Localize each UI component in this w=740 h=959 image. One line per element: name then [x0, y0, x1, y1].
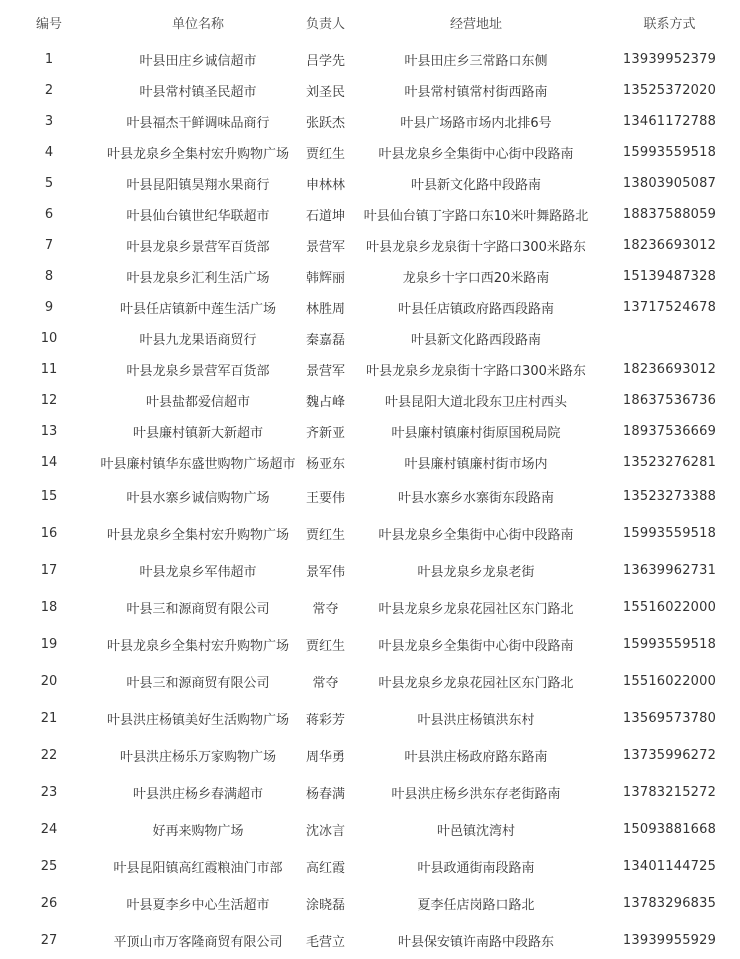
cell-name: 叶县廉村镇新大新超市: [132, 426, 263, 441]
cell-no: 25: [40, 859, 58, 874]
cell-address: 叶县龙泉乡全集街中心街中段路南: [378, 528, 574, 543]
cell-phone: 13523276281: [622, 455, 717, 470]
cell-manager: 吕学先: [305, 54, 345, 69]
table-row: [0, 515, 740, 552]
cell-no: 8: [44, 269, 54, 284]
cell-address: 叶县常村镇常村街西路南: [404, 85, 548, 100]
cell-manager: 贾红生: [305, 147, 345, 162]
cell-address: 叶县广场路市场内北排6号: [400, 116, 552, 131]
cell-no: 21: [40, 711, 58, 726]
cell-manager: 沈冰言: [305, 824, 345, 839]
cell-no: 3: [44, 114, 54, 129]
cell-name: 叶县龙泉乡全集村宏升购物广场: [106, 528, 289, 543]
cell-no: 22: [40, 748, 58, 763]
cell-name: 叶县昆阳镇高红霞粮油门市部: [113, 861, 283, 876]
cell-manager: 齐新亚: [305, 426, 345, 441]
cell-manager: 韩辉丽: [305, 271, 345, 286]
cell-address: 叶县新文化路中段路南: [410, 178, 541, 193]
table-row: [0, 663, 740, 700]
cell-address: 叶邑镇沈湾村: [436, 824, 515, 839]
cell-address: 叶县龙泉乡全集街中心街中段路南: [378, 147, 574, 162]
table-row: [0, 230, 740, 261]
cell-manager: 高红霞: [305, 861, 345, 876]
table-row: [0, 737, 740, 774]
cell-phone: 15093881668: [622, 822, 717, 837]
cell-name: 叶县龙泉乡景营军百货部: [126, 364, 270, 379]
cell-phone: 18637536736: [622, 393, 717, 408]
table-row: [0, 700, 740, 737]
cell-address: 叶县仙台镇丁字路口东10米叶舞路路北: [363, 209, 589, 224]
cell-phone: [599, 323, 740, 354]
cell-phone: 13639962731: [622, 563, 717, 578]
header-address: 经营地址: [449, 16, 502, 32]
cell-no: 17: [40, 563, 58, 578]
cell-address: 叶县田庄乡三常路口东侧: [404, 54, 548, 69]
cell-address: 叶县新文化路西段路南: [410, 333, 541, 348]
cell-name: 叶县昆阳镇昊翔水果商行: [126, 178, 270, 193]
cell-name: 叶县福杰干鲜调味品商行: [126, 116, 270, 131]
table-row: [0, 774, 740, 811]
cell-address: 叶县洪庄杨乡洪东存老街路南: [391, 787, 561, 802]
cell-phone: 18236693012: [622, 238, 717, 253]
cell-name: 叶县九龙果语商贸行: [139, 333, 257, 348]
table-row: [0, 137, 740, 168]
cell-address: 叶县洪庄杨镇洪东村: [417, 713, 535, 728]
table-row: [0, 354, 740, 385]
header-manager: 负责人: [305, 16, 345, 32]
cell-phone: 15993559518: [622, 637, 717, 652]
cell-manager: 涂晓磊: [305, 898, 345, 913]
cell-no: 12: [40, 393, 58, 408]
cell-no: 19: [40, 637, 58, 652]
table-row: [0, 478, 740, 515]
cell-no: 5: [44, 176, 54, 191]
cell-manager: 常夺: [312, 602, 339, 617]
cell-address: 叶县水寨乡水寨街东段路南: [397, 491, 554, 506]
table-row: [0, 626, 740, 663]
table-row: [0, 168, 740, 199]
cell-name: 叶县任店镇新中莲生活广场: [119, 302, 276, 317]
cell-phone: 15516022000: [622, 674, 717, 689]
cell-address: 叶县龙泉乡全集街中心街中段路南: [378, 639, 574, 654]
cell-name: 叶县夏李乡中心生活超市: [126, 898, 270, 913]
cell-name: 叶县龙泉乡景营军百货部: [126, 240, 270, 255]
cell-name: 好再来购物广场: [152, 824, 244, 839]
table-row: [0, 44, 740, 75]
cell-manager: 杨春满: [305, 787, 345, 802]
cell-phone: 13717524678: [622, 300, 717, 315]
cell-name: 叶县仙台镇世纪华联超市: [126, 209, 270, 224]
cell-manager: 景营军: [305, 364, 345, 379]
cell-manager: 景营军: [305, 240, 345, 255]
cell-manager: 秦嘉磊: [305, 333, 345, 348]
table-row: [0, 589, 740, 626]
cell-phone: 13783296835: [622, 896, 717, 911]
cell-address: 叶县龙泉乡龙泉街十字路口300米路东: [366, 240, 586, 255]
cell-phone: 13783215272: [622, 785, 717, 800]
cell-address: 叶县龙泉乡龙泉花园社区东门路北: [378, 602, 574, 617]
cell-address: 夏李任店岗路口路北: [417, 898, 535, 913]
cell-manager: 杨亚东: [305, 457, 345, 472]
cell-address: 叶县洪庄杨政府路东路南: [404, 750, 548, 765]
cell-phone: 13461172788: [622, 114, 717, 129]
cell-no: 15: [40, 489, 58, 504]
header-phone: 联系方式: [643, 16, 696, 32]
table-row: [0, 106, 740, 137]
cell-address: 叶县任店镇政府路西段路南: [397, 302, 554, 317]
cell-no: 14: [40, 455, 58, 470]
cell-no: 2: [44, 83, 54, 98]
cell-no: 24: [40, 822, 58, 837]
cell-name: 叶县三和源商贸有限公司: [126, 676, 270, 691]
table-row: [0, 199, 740, 230]
cell-manager: 魏占峰: [305, 395, 345, 410]
cell-phone: 15993559518: [622, 526, 717, 541]
cell-address: 叶县廉村镇廉村街原国税局院: [391, 426, 561, 441]
table-row: [0, 848, 740, 885]
cell-phone: 18937536669: [622, 424, 717, 439]
cell-name: 叶县龙泉乡军伟超市: [139, 565, 257, 580]
cell-name: 叶县廉村镇华东盛世购物广场超市: [100, 457, 296, 472]
table-row: [0, 885, 740, 922]
cell-name: 叶县盐都爱信超市: [145, 395, 250, 410]
cell-no: 13: [40, 424, 58, 439]
cell-address: 叶县龙泉乡龙泉花园社区东门路北: [378, 676, 574, 691]
cell-no: 23: [40, 785, 58, 800]
table-row: [0, 75, 740, 106]
cell-name: 叶县三和源商贸有限公司: [126, 602, 270, 617]
cell-no: 16: [40, 526, 58, 541]
header-name: 单位名称: [171, 16, 224, 32]
cell-no: 20: [40, 674, 58, 689]
table-row: [0, 261, 740, 292]
cell-no: 4: [44, 145, 54, 160]
cell-manager: 张跃杰: [305, 116, 345, 131]
table-row: [0, 292, 740, 323]
cell-manager: 王要伟: [305, 491, 345, 506]
cell-manager: 石道坤: [305, 209, 345, 224]
cell-address: 龙泉乡十字口西20米路南: [402, 271, 550, 286]
table-row: [0, 323, 740, 354]
cell-address: 叶县龙泉乡龙泉街十字路口300米路东: [366, 364, 586, 379]
cell-phone: 13569573780: [622, 711, 717, 726]
cell-phone: 15516022000: [622, 600, 717, 615]
table-row: [0, 811, 740, 848]
table-row: [0, 922, 740, 959]
cell-phone: 13401144725: [622, 859, 717, 874]
cell-no: 10: [40, 331, 58, 346]
cell-name: 叶县洪庄杨乐万家购物广场: [119, 750, 276, 765]
cell-name: 叶县龙泉乡全集村宏升购物广场: [106, 147, 289, 162]
table-body: [0, 44, 740, 959]
table-row: [0, 416, 740, 447]
cell-manager: 蒋彩芳: [305, 713, 345, 728]
cell-address: 叶县龙泉乡龙泉老街: [417, 565, 535, 580]
cell-address: 叶县政通街南段路南: [417, 861, 535, 876]
cell-no: 18: [40, 600, 58, 615]
cell-name: 叶县龙泉乡汇利生活广场: [126, 271, 270, 286]
cell-phone: 13523273388: [622, 489, 717, 504]
cell-no: 1: [44, 52, 54, 67]
cell-no: 26: [40, 896, 58, 911]
cell-phone: 13939955929: [622, 933, 717, 948]
cell-name: 叶县田庄乡诚信超市: [139, 54, 257, 69]
header-no: 编号: [35, 16, 62, 32]
table-row: [0, 552, 740, 589]
cell-no: 27: [40, 933, 58, 948]
table-row: [0, 447, 740, 478]
cell-address: 叶县昆阳大道北段东卫庄村西头: [384, 395, 567, 410]
cell-phone: 13939952379: [622, 52, 717, 67]
cell-phone: 13735996272: [622, 748, 717, 763]
cell-name: 叶县洪庄杨镇美好生活购物广场: [106, 713, 289, 728]
table-header-row: [0, 0, 740, 44]
cell-manager: 贾红生: [305, 639, 345, 654]
cell-phone: 15993559518: [622, 145, 717, 160]
cell-phone: 18236693012: [622, 362, 717, 377]
cell-no: 11: [40, 362, 58, 377]
cell-address: 叶县保安镇许南路中段路东: [397, 935, 554, 950]
cell-no: 6: [44, 207, 54, 222]
cell-phone: 15139487328: [622, 269, 717, 284]
cell-phone: 18837588059: [622, 207, 717, 222]
cell-name: 叶县龙泉乡全集村宏升购物广场: [106, 639, 289, 654]
cell-manager: 申林林: [305, 178, 345, 193]
cell-manager: 毛营立: [305, 935, 345, 950]
cell-address: 叶县廉村镇廉村街市场内: [404, 457, 548, 472]
cell-phone: 13803905087: [622, 176, 717, 191]
cell-manager: 景军伟: [305, 565, 345, 580]
cell-name: 叶县常村镇圣民超市: [139, 85, 257, 100]
cell-phone: 13525372020: [622, 83, 717, 98]
cell-no: 7: [44, 238, 54, 253]
cell-name: 叶县水寨乡诚信购物广场: [126, 491, 270, 506]
cell-name: 叶县洪庄杨乡春满超市: [132, 787, 263, 802]
cell-manager: 常夺: [312, 676, 339, 691]
cell-manager: 周华勇: [305, 750, 345, 765]
cell-name: 平顶山市万客隆商贸有限公司: [113, 935, 283, 950]
cell-no: 9: [44, 300, 54, 315]
cell-manager: 贾红生: [305, 528, 345, 543]
cell-manager: 刘圣民: [305, 85, 345, 100]
cell-manager: 林胜周: [305, 302, 345, 317]
table-row: [0, 385, 740, 416]
